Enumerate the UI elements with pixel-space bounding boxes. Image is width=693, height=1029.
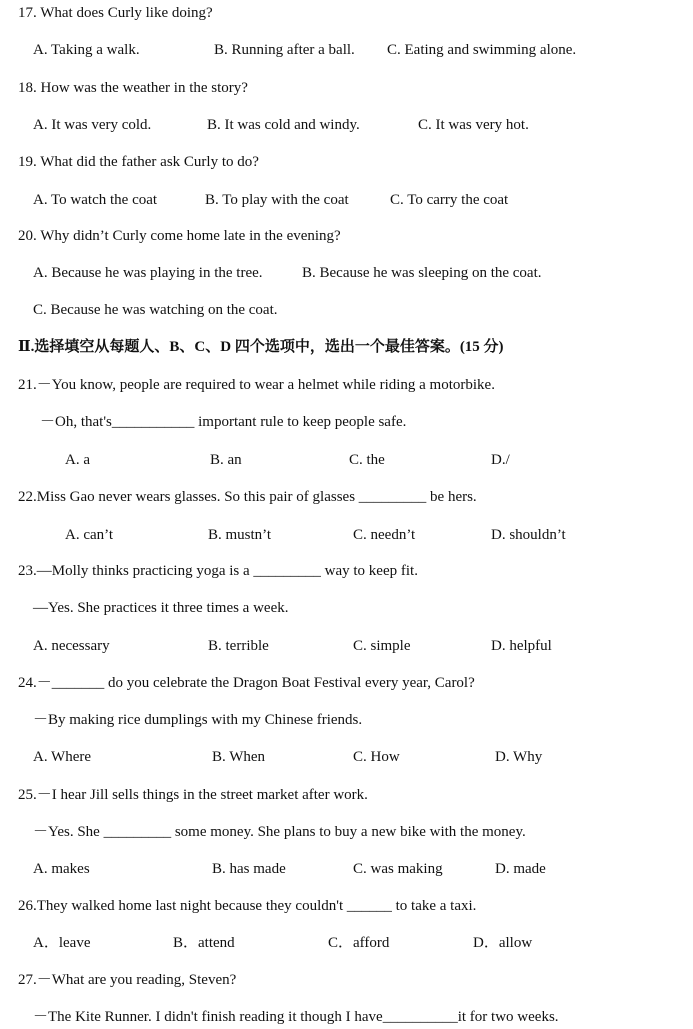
- q23-option-a: A. necessary: [33, 638, 110, 654]
- q22-stem: 22.Miss Gao never wears glasses. So this pair of glasses _________ be hers.: [18, 489, 477, 505]
- q25-option-d: D. made: [495, 861, 546, 877]
- q21-option-d: D./: [491, 452, 510, 468]
- q17-option-c: C. Eating and swimming alone.: [387, 42, 577, 58]
- q20-stem: 20. Why didn’t Curly come home late in the evening?: [18, 228, 341, 244]
- q24-option-a: A. Where: [33, 749, 92, 765]
- q25-option-b: B. has made: [212, 861, 286, 877]
- q22-option-d: D. shouldn’t: [491, 527, 566, 543]
- q22-option-b: B. mustn’t: [208, 527, 272, 543]
- q25-stem: 25.－I hear Jill sells things in the street market after work.: [18, 787, 368, 803]
- q23-option-d: D. helpful: [491, 638, 552, 654]
- q19-option-b: B. To play with the coat: [205, 192, 349, 208]
- q24-option-c: C. How: [353, 749, 400, 765]
- q21-option-c: C. the: [349, 452, 385, 468]
- q18-option-b: B. It was cold and windy.: [207, 117, 360, 133]
- q23-line2: —Yes. She practices it three times a week.: [33, 600, 289, 616]
- q17-stem: 17. What does Curly like doing?: [18, 5, 213, 21]
- q23-option-c: C. simple: [353, 638, 411, 654]
- q20-option-a: A. Because he was playing in the tree.: [33, 265, 263, 281]
- q17-option-a: A. Taking a walk.: [33, 42, 140, 58]
- q17-option-b: B. Running after a ball.: [214, 42, 355, 58]
- q22-option-c: C. needn’t: [353, 527, 416, 543]
- q19-option-c: C. To carry the coat: [390, 192, 509, 208]
- q26-option-a: A．leave: [33, 935, 91, 951]
- q18-option-c: C. It was very hot.: [418, 117, 529, 133]
- q26-option-d: D．allow: [473, 935, 533, 951]
- q21-option-b: B. an: [210, 452, 242, 468]
- q27-line2: －The Kite Runner. I didn't finish reading it though I have__________it for two weeks.: [33, 1009, 559, 1025]
- q26-option-c: C．afford: [328, 935, 390, 951]
- q26-option-b: B．attend: [173, 935, 235, 951]
- q19-stem: 19. What did the father ask Curly to do?: [18, 154, 259, 170]
- q25-option-c: C. was making: [353, 861, 443, 877]
- q21-option-a: A. a: [65, 452, 90, 468]
- section-heading: Ⅱ.选择填空从每题人、B、C、D 四个选项中，选出一个最佳答案。(15 分): [18, 339, 504, 355]
- q25-option-a: A. makes: [33, 861, 90, 877]
- q18-option-a: A. It was very cold.: [33, 117, 152, 133]
- q20-option-c: C. Because he was watching on the coat.: [33, 302, 278, 318]
- q21-stem: 21.－You know, people are required to wear a helmet while riding a motorbike.: [18, 377, 495, 393]
- q26-stem: 26.They walked home last night because they couldn't ______ to take a taxi.: [18, 898, 477, 914]
- q24-stem: 24.－_______ do you celebrate the Dragon Boat Festival every year, Carol?: [18, 675, 475, 691]
- q20-option-b: B. Because he was sleeping on the coat.: [302, 265, 542, 281]
- q19-option-a: A. To watch the coat: [33, 192, 158, 208]
- q24-option-d: D. Why: [495, 749, 543, 765]
- q18-stem: 18. How was the weather in the story?: [18, 80, 248, 96]
- q21-line2: －Oh, that's___________ important rule to keep people safe.: [40, 414, 407, 430]
- q23-option-b: B. terrible: [208, 638, 269, 654]
- q23-stem: 23.—Molly thinks practicing yoga is a _________ way to keep fit.: [18, 563, 418, 579]
- q27-stem: 27.－What are you reading, Steven?: [18, 972, 237, 988]
- q24-line2: －By making rice dumplings with my Chinese friends.: [33, 712, 363, 728]
- q25-line2: －Yes. She _________ some money. She plans to buy a new bike with the money.: [33, 824, 526, 840]
- q22-option-a: A. can’t: [65, 527, 114, 543]
- q24-option-b: B. When: [212, 749, 266, 765]
